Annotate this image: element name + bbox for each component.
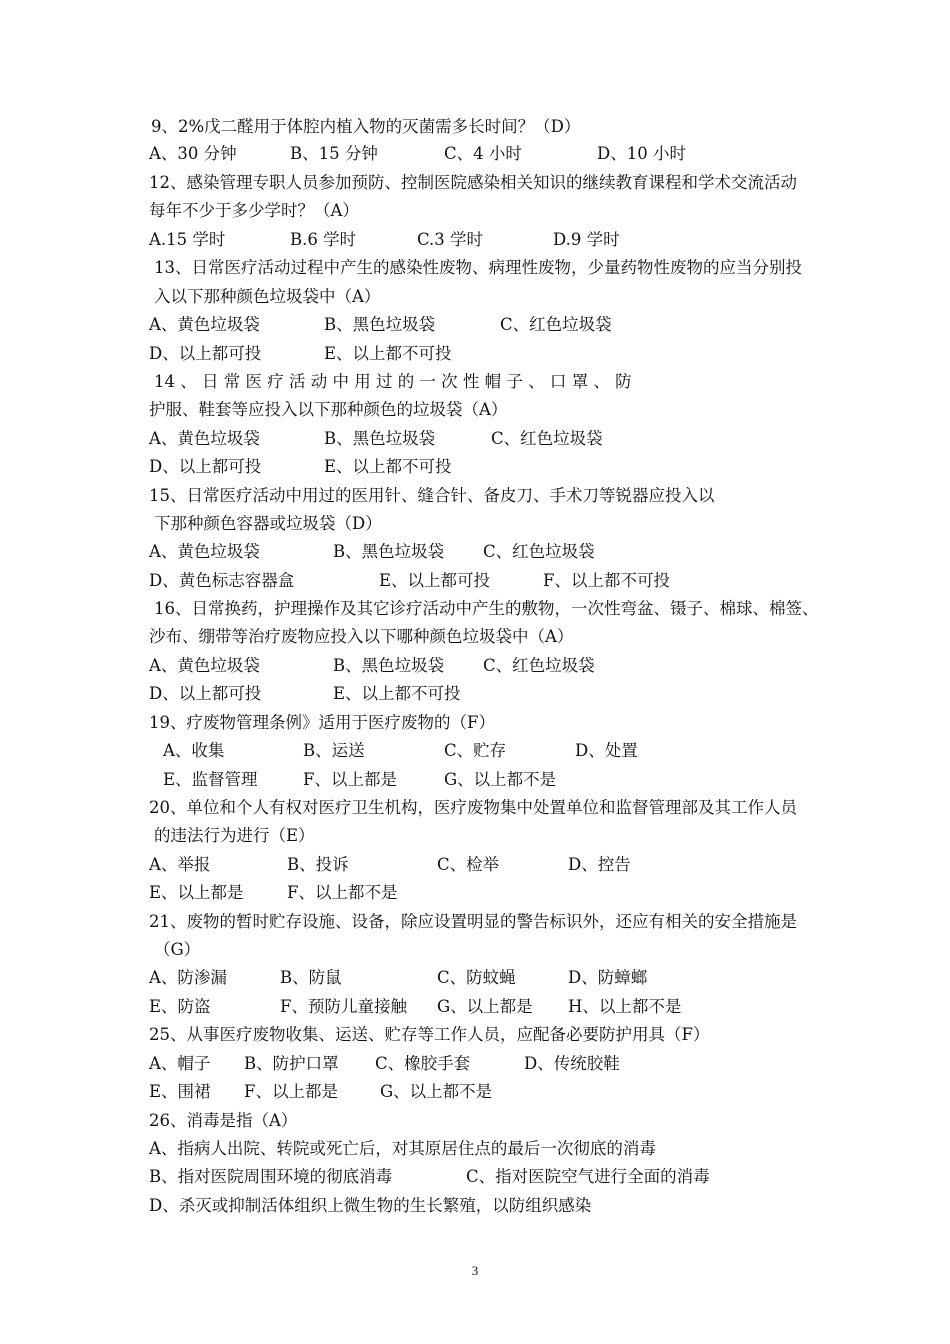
question-option: B、黑色垃圾袋 xyxy=(333,542,445,561)
question-option: D、杀灭或抑制活体组织上微生物的生长繁殖，以防组织感染 xyxy=(149,1196,592,1215)
question-option: A、黄色垃圾袋 xyxy=(149,429,260,448)
question-option: C、防蚊蝇 xyxy=(437,968,516,987)
question-stem: 16、日常换药，护理操作及其它诊疗活动中产生的敷物，一次性弯盆、镊子、棉球、棉签、 xyxy=(154,599,819,618)
question-option: C、红色垃圾袋 xyxy=(491,429,603,448)
question-stem: 19、疗废物管理条例》适用于医疗废物的（F） xyxy=(149,713,495,732)
question-option: D、以上都可投 xyxy=(149,684,262,703)
question-option: C、4 小时 xyxy=(444,144,522,163)
question-option: F、以上都不是 xyxy=(287,883,398,902)
question-stem: 13、日常医疗活动过程中产生的感染性废物、病理性废物，少量药物性废物的应当分别投 xyxy=(154,258,802,277)
question-option: C、红色垃圾袋 xyxy=(483,542,595,561)
question-option: A.15 学时 xyxy=(149,230,226,249)
question-option: E、防盗 xyxy=(149,997,211,1016)
question-stem: 14 、 日 常 医 疗 活 动 中 用 过 的 一 次 性 帽 子 、 口 罩 、 防 xyxy=(154,372,632,391)
page-number: 3 xyxy=(471,1263,479,1278)
question-option: E、以上都是 xyxy=(149,883,244,902)
question-option: F、以上都是 xyxy=(303,770,397,789)
question-option: E、以上都不可投 xyxy=(324,344,452,363)
question-option: C、红色垃圾袋 xyxy=(500,315,612,334)
question-option: C.3 学时 xyxy=(417,230,484,249)
question-option: D、以上都可投 xyxy=(149,457,262,476)
question-option: D、黄色标志容器盒 xyxy=(149,571,295,590)
question-option: E、以上都不可投 xyxy=(333,684,461,703)
question-stem: 的违法行为进行（E） xyxy=(154,826,315,845)
question-option: F、预防儿童接触 xyxy=(280,997,407,1016)
question-option: B、黑色垃圾袋 xyxy=(324,429,436,448)
question-stem: （G） xyxy=(154,940,201,959)
question-option: B、黑色垃圾袋 xyxy=(333,656,445,675)
question-stem: 21、废物的暂时贮存设施、设备，除应设置明显的警告标识外，还应有相关的安全措施是 xyxy=(149,912,797,931)
question-option: G、以上都不是 xyxy=(380,1082,493,1101)
question-stem: 入以下那种颜色垃圾袋中（A） xyxy=(154,287,381,306)
question-stem: 每年不少于多少学时？（A） xyxy=(149,201,359,220)
question-option: A、黄色垃圾袋 xyxy=(149,656,260,675)
question-option: B、指对医院周围环境的彻底消毒 xyxy=(149,1167,393,1186)
question-stem: 20、单位和个人有权对医疗卫生机构，医疗废物集中处置单位和监督管理部及其工作人员 xyxy=(149,798,797,817)
question-stem: 9、2%戊二醛用于体腔内植入物的灭菌需多长时间？（D） xyxy=(151,117,581,136)
question-stem: 26、消毒是指（A） xyxy=(149,1111,298,1130)
question-option: A、收集 xyxy=(163,741,225,760)
question-stem: 12、感染管理专职人员参加预防、控制医院感染相关知识的继续教育课程和学术交流活动 xyxy=(149,173,797,192)
question-option: D、处置 xyxy=(575,741,638,760)
question-option: F、以上都是 xyxy=(244,1082,338,1101)
question-option: D、防蟑螂 xyxy=(568,968,648,987)
question-option: A、帽子 xyxy=(149,1054,211,1073)
question-stem: 15、日常医疗活动中用过的医用针、缝合针、备皮刀、手术刀等锐器应投入以 xyxy=(149,486,715,505)
question-option: A、防渗漏 xyxy=(149,968,227,987)
question-option: B、投诉 xyxy=(287,855,349,874)
question-option: C、贮存 xyxy=(444,741,507,760)
question-option: A、30 分钟 xyxy=(149,144,237,163)
question-option: A、举报 xyxy=(149,855,211,874)
question-option: C、橡胶手套 xyxy=(375,1054,471,1073)
question-option: A、指病人出院、转院或死亡后，对其原居住点的最后一次彻底的消毒 xyxy=(149,1139,656,1158)
question-option: E、以上都可投 xyxy=(379,571,491,590)
question-stem: 沙布、绷带等治疗废物应投入以下哪种颜色垃圾袋中（A） xyxy=(149,627,574,646)
question-option: D、10 小时 xyxy=(597,144,686,163)
question-option: B、黑色垃圾袋 xyxy=(324,315,436,334)
question-option: A、黄色垃圾袋 xyxy=(149,542,260,561)
question-option: G、以上都是 xyxy=(437,997,533,1016)
question-option: B、15 分钟 xyxy=(290,144,378,163)
question-option: C、检举 xyxy=(437,855,500,874)
question-option: A、黄色垃圾袋 xyxy=(149,315,260,334)
question-option: B、防护口罩 xyxy=(244,1054,339,1073)
question-option: D、以上都可投 xyxy=(149,344,262,363)
question-option: B.6 学时 xyxy=(290,230,357,249)
question-option: B、运送 xyxy=(303,741,365,760)
question-option: D、控告 xyxy=(568,855,631,874)
question-option: E、围裙 xyxy=(149,1082,211,1101)
question-option: C、红色垃圾袋 xyxy=(483,656,595,675)
question-option: D.9 学时 xyxy=(553,230,620,249)
question-option: G、以上都不是 xyxy=(444,770,557,789)
question-option: B、防鼠 xyxy=(280,968,342,987)
question-option: F、以上都不可投 xyxy=(543,571,670,590)
question-stem: 护服、鞋套等应投入以下那种颜色的垃圾袋（A） xyxy=(149,400,508,419)
question-option: E、监督管理 xyxy=(163,770,258,789)
question-stem: 25、从事医疗废物收集、运送、贮存等工作人员，应配备必要防护用具（F） xyxy=(149,1025,710,1044)
question-stem: 下那种颜色容器或垃圾袋（D） xyxy=(154,514,382,533)
question-option: H、以上都不是 xyxy=(568,997,682,1016)
question-option: C、指对医院空气进行全面的消毒 xyxy=(466,1167,710,1186)
question-option: D、传统胶鞋 xyxy=(524,1054,620,1073)
question-option: E、以上都不可投 xyxy=(324,457,452,476)
